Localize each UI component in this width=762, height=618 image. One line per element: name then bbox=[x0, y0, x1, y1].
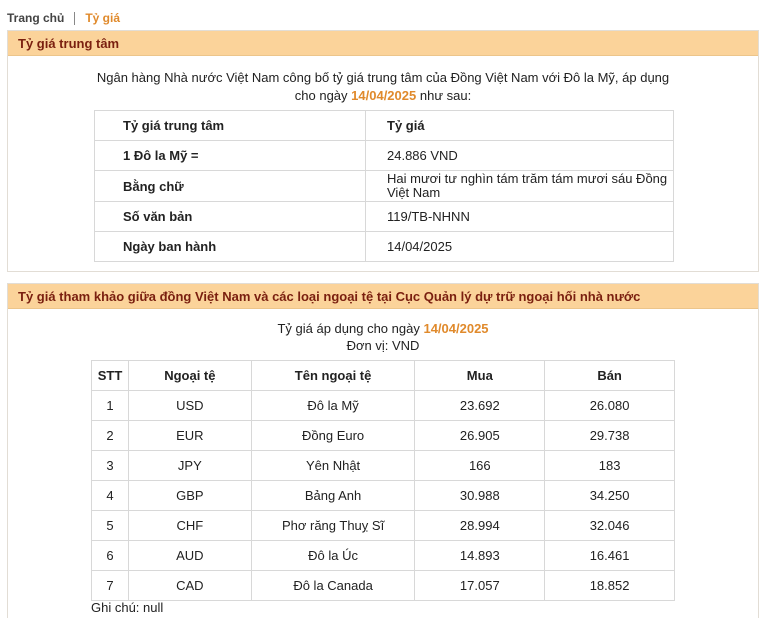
table-row bbox=[95, 141, 674, 171]
row-label: 1 Đô la Mỹ = bbox=[95, 141, 366, 171]
applied-date-line bbox=[8, 320, 758, 337]
intro-suffix: như sau: bbox=[419, 88, 472, 103]
cell-code: EUR bbox=[128, 421, 251, 451]
breadcrumb-current-link[interactable]: Tỷ giá bbox=[85, 11, 121, 25]
cell-name: Bảng Anh bbox=[251, 481, 415, 511]
cell-name: Yên Nhật bbox=[251, 451, 415, 481]
reference-rate-date: 14/04/2025 bbox=[423, 321, 489, 336]
intro-line-1: Ngân hàng Nhà nước Việt Nam công bố tỷ giá trung tâm của Đồng Việt Nam với Đô la Mỹ, áp dụng bbox=[96, 70, 670, 85]
table-header-row bbox=[92, 361, 675, 391]
table-row bbox=[92, 571, 675, 601]
row-value: 119/TB-NHNN bbox=[366, 202, 674, 232]
intro-prefix: cho ngày bbox=[294, 88, 348, 103]
table-row bbox=[92, 481, 675, 511]
table-row bbox=[92, 511, 675, 541]
cell-stt: 2 bbox=[92, 421, 129, 451]
cell-code: GBP bbox=[128, 481, 251, 511]
central-rate-date: 14/04/2025 bbox=[351, 88, 417, 103]
table-row bbox=[92, 421, 675, 451]
cell-stt: 5 bbox=[92, 511, 129, 541]
cell-name: Đô la Úc bbox=[251, 541, 415, 571]
note-text: Ghi chú: null bbox=[91, 600, 164, 615]
cell-sell: 16.461 bbox=[545, 541, 675, 571]
cell-sell: 34.250 bbox=[545, 481, 675, 511]
col-header-stt: STT bbox=[92, 361, 129, 391]
table-row bbox=[92, 391, 675, 421]
cell-name: Phơ răng Thuỵ Sĩ bbox=[251, 511, 415, 541]
cell-buy: 23.692 bbox=[415, 391, 545, 421]
cell-name: Đô la Mỹ bbox=[251, 391, 415, 421]
row-label: Bằng chữ bbox=[95, 171, 366, 202]
breadcrumb-home-link[interactable]: Trang chủ bbox=[7, 11, 65, 25]
central-rate-panel bbox=[7, 30, 759, 272]
cell-name: Đồng Euro bbox=[251, 421, 415, 451]
table-row bbox=[92, 541, 675, 571]
row-value: 24.886 VND bbox=[366, 141, 674, 171]
reference-rate-table bbox=[91, 360, 675, 601]
cell-sell: 183 bbox=[545, 451, 675, 481]
table-row bbox=[95, 232, 674, 262]
row-label: Ngày ban hành bbox=[95, 232, 366, 262]
cell-sell: 18.852 bbox=[545, 571, 675, 601]
cell-stt: 3 bbox=[92, 451, 129, 481]
cell-sell: 29.738 bbox=[545, 421, 675, 451]
cell-stt: 7 bbox=[92, 571, 129, 601]
col-header-code: Ngoại tệ bbox=[128, 361, 251, 391]
cell-code: CAD bbox=[128, 571, 251, 601]
table-row bbox=[95, 171, 674, 202]
cell-buy: 166 bbox=[415, 451, 545, 481]
cell-stt: 1 bbox=[92, 391, 129, 421]
table-header-row bbox=[95, 111, 674, 141]
cell-code: USD bbox=[128, 391, 251, 421]
reference-rate-title: Tỷ giá tham khảo giữa đồng Việt Nam và các loại ngoại tệ tại Cục Quản lý dự trữ ngoại hối nhà nước bbox=[8, 284, 758, 309]
row-label: Số văn bản bbox=[95, 202, 366, 232]
cell-stt: 4 bbox=[92, 481, 129, 511]
reference-rate-panel bbox=[7, 283, 759, 618]
central-rate-title: Tỷ giá trung tâm bbox=[8, 31, 758, 56]
cell-buy: 14.893 bbox=[415, 541, 545, 571]
reference-rate-info bbox=[8, 320, 758, 354]
cell-buy: 26.905 bbox=[415, 421, 545, 451]
col-header-buy: Mua bbox=[415, 361, 545, 391]
header-value: Tỷ giá bbox=[366, 111, 674, 141]
col-header-sell: Bán bbox=[545, 361, 675, 391]
unit-label: Đơn vị: VND bbox=[346, 338, 420, 353]
central-rate-intro bbox=[8, 69, 758, 105]
cell-code: CHF bbox=[128, 511, 251, 541]
table-row bbox=[92, 451, 675, 481]
cell-code: AUD bbox=[128, 541, 251, 571]
central-rate-table bbox=[94, 110, 674, 262]
cell-sell: 26.080 bbox=[545, 391, 675, 421]
cell-buy: 30.988 bbox=[415, 481, 545, 511]
intro-line-2 bbox=[8, 87, 758, 105]
breadcrumb bbox=[7, 10, 120, 26]
cell-code: JPY bbox=[128, 451, 251, 481]
cell-buy: 17.057 bbox=[415, 571, 545, 601]
table-row bbox=[95, 202, 674, 232]
col-header-name: Tên ngoại tệ bbox=[251, 361, 415, 391]
header-label: Tỷ giá trung tâm bbox=[95, 111, 366, 141]
cell-name: Đô la Canada bbox=[251, 571, 415, 601]
cell-sell: 32.046 bbox=[545, 511, 675, 541]
row-value: 14/04/2025 bbox=[366, 232, 674, 262]
breadcrumb-separator bbox=[74, 12, 75, 25]
applied-prefix: Tỷ giá áp dụng cho ngày bbox=[277, 321, 420, 336]
cell-buy: 28.994 bbox=[415, 511, 545, 541]
row-value: Hai mươi tư nghìn tám trăm tám mươi sáu Đồng Việt Nam bbox=[366, 171, 674, 202]
cell-stt: 6 bbox=[92, 541, 129, 571]
